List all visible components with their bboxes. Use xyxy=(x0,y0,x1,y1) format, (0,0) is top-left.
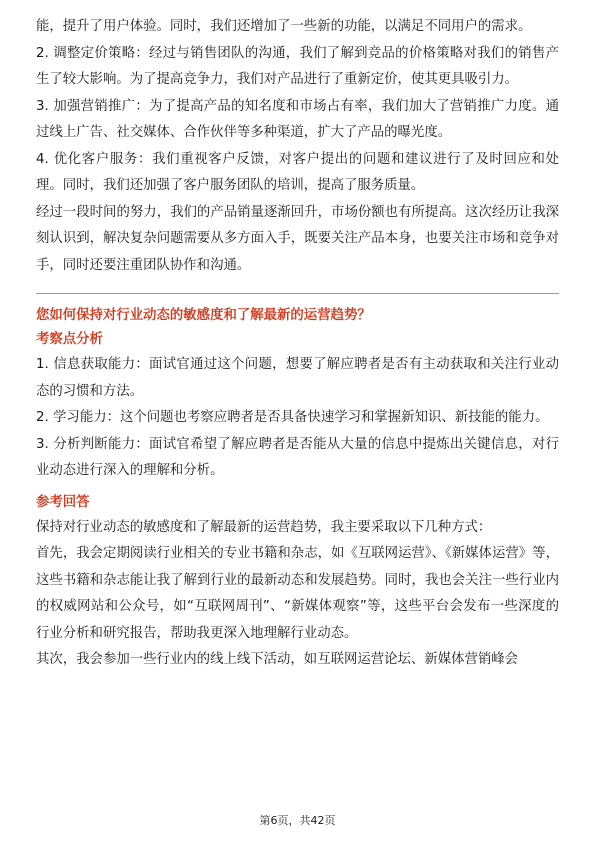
answer-intro: 保持对行业动态的敏感度和了解最新的运营趋势，我主要采取以下几种方式： xyxy=(36,519,492,535)
analysis-item-info: 1. 信息获取能力：面试官通过这个问题，想要了解应聘者是否有主动获取和关注行业动态的习惯和方法。 xyxy=(36,357,559,399)
answer-heading: 参考回答 xyxy=(36,494,90,510)
intro-conclusion: 经过一段时间的努力，我们的产品销量逐渐回升，市场份额也有所提高。这次经历让我深刻认识到，解决复杂问题需要从多方面入手，既要关注产品本身，也要关注市场和竞争对手，同时还要注重团队协作和沟通。 xyxy=(36,204,559,273)
analysis-item-judgement: 3. 分析判断能力：面试官希望了解应聘者是否能从大量的信息中提炼出关键信息，对行业动态进行深入的理解和分析。 xyxy=(36,436,559,478)
page-number-footer: 第6页，共42页 xyxy=(259,814,336,827)
answer-second: 其次，我会参加一些行业内的线上线下活动，如互联网运营论坛、新媒体营销峰会 xyxy=(36,652,519,667)
answer-first: 首先，我会定期阅读行业相关的专业书籍和杂志，如《互联网运营》、《新媒体运营》等，这些书籍和杂志能让我了解到行业的最新动态和发展趋势。同时，我也会关注一些行业内的权威网站和公众号，如“互联网周刊”、“新媒体观察”等，这些平台会发布一些深度的行业分析和研究报告，帮助我更深入地理解行业动态。 xyxy=(36,546,559,641)
intro-item-pricing: 2. 调整定价策略：经过与销售团队的沟通，我们了解到竞品的价格策略对我们的销售产生了较大影响。为了提高竞争力，我们对产品进行了重新定价，使其更具吸引力。 xyxy=(36,45,559,87)
intro-item-customer-service: 4. 优化客户服务：我们重视客户反馈，对客户提出的问题和建议进行了及时回应和处理。同时，我们还加强了客户服务团队的培训，提高了服务质量。 xyxy=(36,151,559,193)
analysis-heading: 考察点分析 xyxy=(36,332,103,347)
intro-paragraph-continued: 能，提升了用户体验。同时，我们还增加了一些新的功能，以满足不同用户的需求。 xyxy=(36,19,532,34)
interview-question: 您如何保持对行业动态的敏感度和了解最新的运营趋势？ xyxy=(36,308,371,323)
section-divider xyxy=(36,293,559,294)
analysis-item-learning: 2. 学习能力：这个问题也考察应聘者是否具备快速学习和掌握新知识、新技能的能力。 xyxy=(36,410,549,425)
intro-item-marketing: 3. 加强营销推广：为了提高产品的知名度和市场占有率，我们加大了营销推广力度。通过线上广告、社交媒体、合作伙伴等多种渠道，扩大了产品的曝光度。 xyxy=(36,98,559,140)
